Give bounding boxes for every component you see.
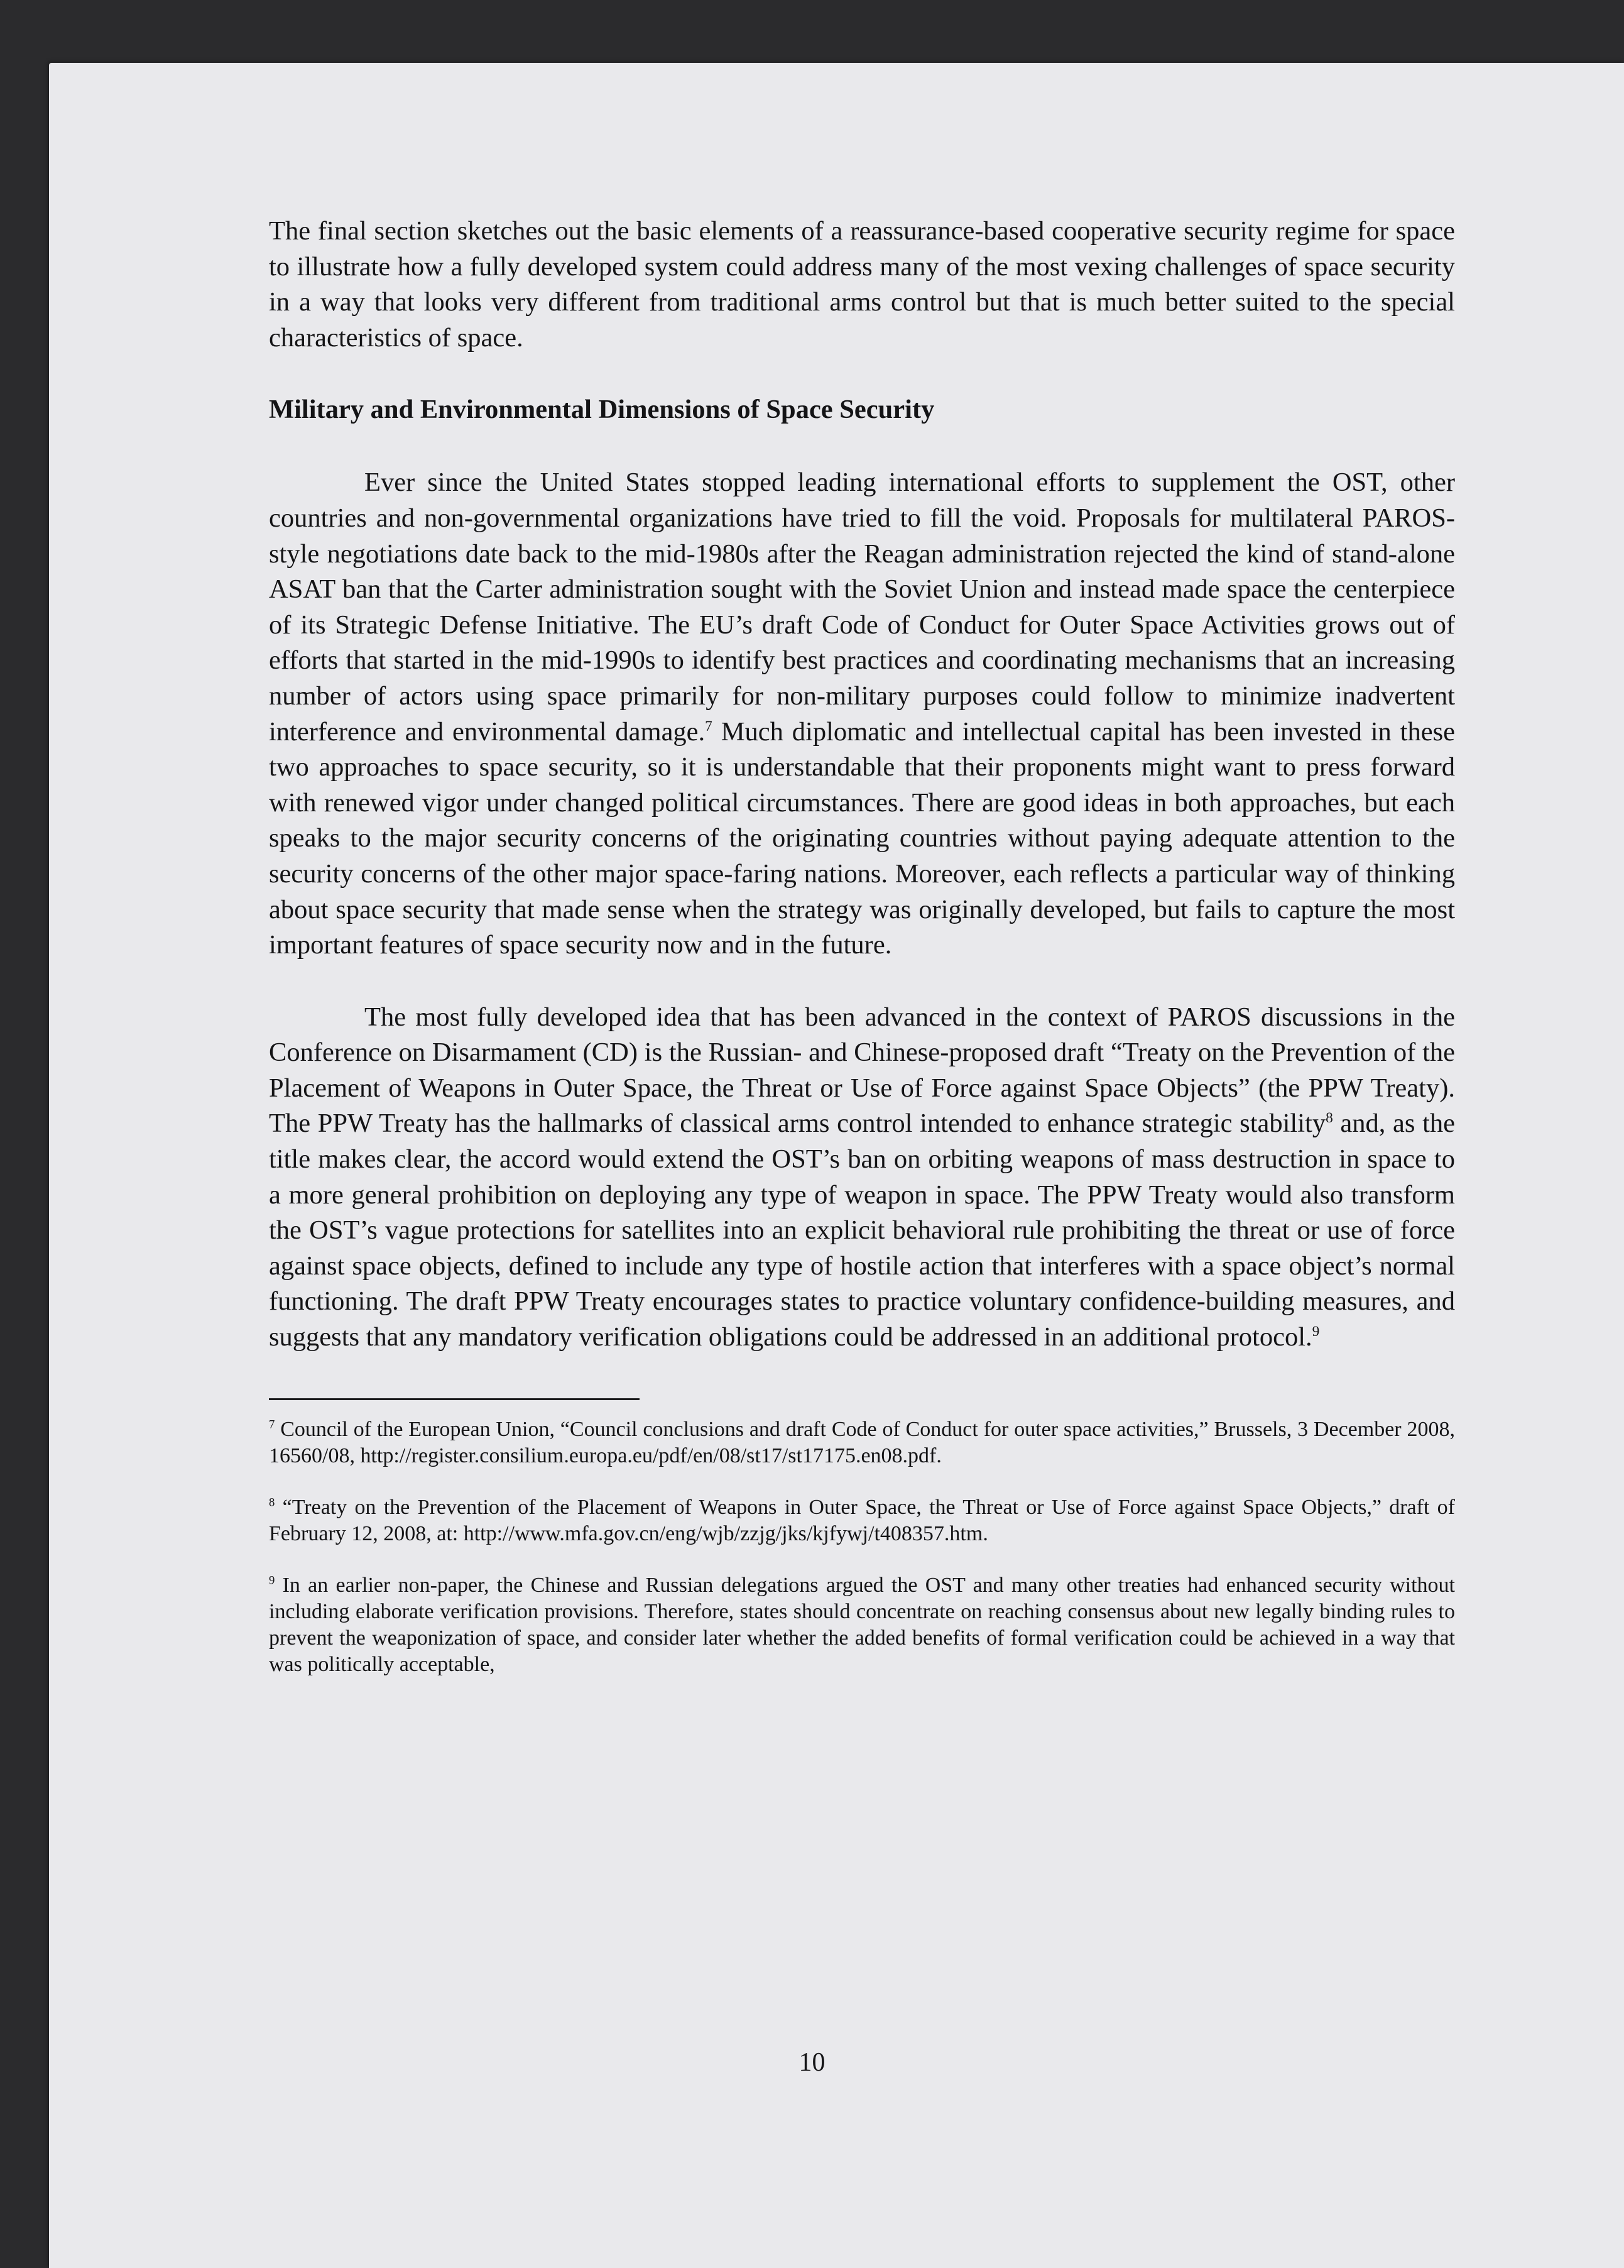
paragraph-2-text-b: and, as the title makes clear, the accord would extend the OST’s ban on orbiting weapons of mass destruction in space to a more general prohibition on deploying any type of weapon in space. The PPW Treaty would also transform the OST’s vague protections for satellites into an explicit behavioral rule prohibiting the threat or use of force against space objects, defined to include any type of hostile action that interferes with a space object’s normal functioning. The draft PPW Treaty encourages states to practice voluntary confidence-building measures, and suggests that any mandatory verification obligations could be addressed in an additional protocol. [269,1109,1455,1352]
page-content [269,214,1455,1678]
body-paragraph-2 [269,1000,1455,1356]
page-number: 10 [798,2048,826,2077]
footnote-ref-9: 9 [1312,1323,1320,1340]
footnote-9 [269,1572,1455,1678]
intro-paragraph: The final section sketches out the basic elements of a reassurance-based cooperative security regime for space to illustrate how a fully developed system could address many of the most vexing challenges of space security in a way that looks very different from traditional arms control but that is much better suited to the special characteristics of space. [269,216,1455,353]
footnote-number: 7 [269,1418,275,1432]
footnote-ref-8: 8 [1326,1110,1333,1127]
body-paragraph-1 [269,465,1455,963]
paragraph-2-text-a: The most fully developed idea that has been advanced in the context of PAROS discussions in the Conference on Disarmament (CD) is the Russian- and Chinese-proposed draft “Treaty on the Prevention of the Placement of Weapons in Outer Space, the Threat or Use of Force against Space Objects” (the PPW Treaty). The PPW Treaty has the hallmarks of classical arms control intended to enhance strategic stability [269,1002,1455,1139]
footnote-text: Council of the European Union, “Council conclusions and draft Code of Conduct for outer space activities,” Brussels, 3 December 2008, 16560/08, http://register.consilium.europa.eu/pdf/en/08/st17/st17175.en08.pdf. [269,1417,1455,1467]
section-heading: Military and Environmental Dimensions of Space Security [269,395,935,425]
footnote-number: 8 [269,1496,275,1509]
footnote-separator [269,1398,640,1400]
footnote-text: In an earlier non-paper, the Chinese and Russian delegations argued the OST and many other treaties had enhanced security without including elaborate verification provisions. Therefore, states should concentrate on reaching consensus about new legally binding rules to prevent the weaponization of space, and consider later whether the added benefits of formal verification could be achieved in a way that was politically acceptable, [269,1573,1455,1676]
footnote-number: 9 [269,1574,275,1587]
footnote-7 [269,1416,1455,1469]
paragraph-1-text-a: Ever since the United States stopped leading international efforts to supplement the OST, other countries and non-governmental organizations have tried to fill the void. Proposals for multilateral PAROS-style negotiations date back to the mid-1980s after the Reagan administration rejected the kind of stand-alone ASAT ban that the Carter administration sought with the Soviet Union and instead made space the centerpiece of its Strategic Defense Initiative. The EU’s draft Code of Conduct for Outer Space Activities grows out of efforts that started in the mid-1990s to identify best practices and coordinating mechanisms that an increasing number of actors using space primarily for non-military purposes could follow to minimize inadvertent interference and environmental damage. [269,468,1455,747]
footnote-text: “Treaty on the Prevention of the Placement of Weapons in Outer Space, the Threat or Use of Force against Space Objects,” draft of February 12, 2008, at: http://www.mfa.gov.cn/eng/wjb/zzjg/jks/kjfywj/t408357.htm. [269,1495,1455,1545]
paragraph-1-text-b: Much diplomatic and intellectual capital has been invested in these two approaches to space security, so it is understandable that their proponents might want to press forward with renewed vigor under changed political circumstances. There are good ideas in both approaches, but each speaks to the major security concerns of the originating countries without paying adequate attention to the security concerns of the other major space-faring nations. Moreover, each reflects a particular way of thinking about space security that made sense when the strategy was originally developed, but fails to capture the most important features of space security now and in the future. [269,716,1455,960]
footnote-ref-7: 7 [705,718,712,735]
footnote-8 [269,1494,1455,1547]
